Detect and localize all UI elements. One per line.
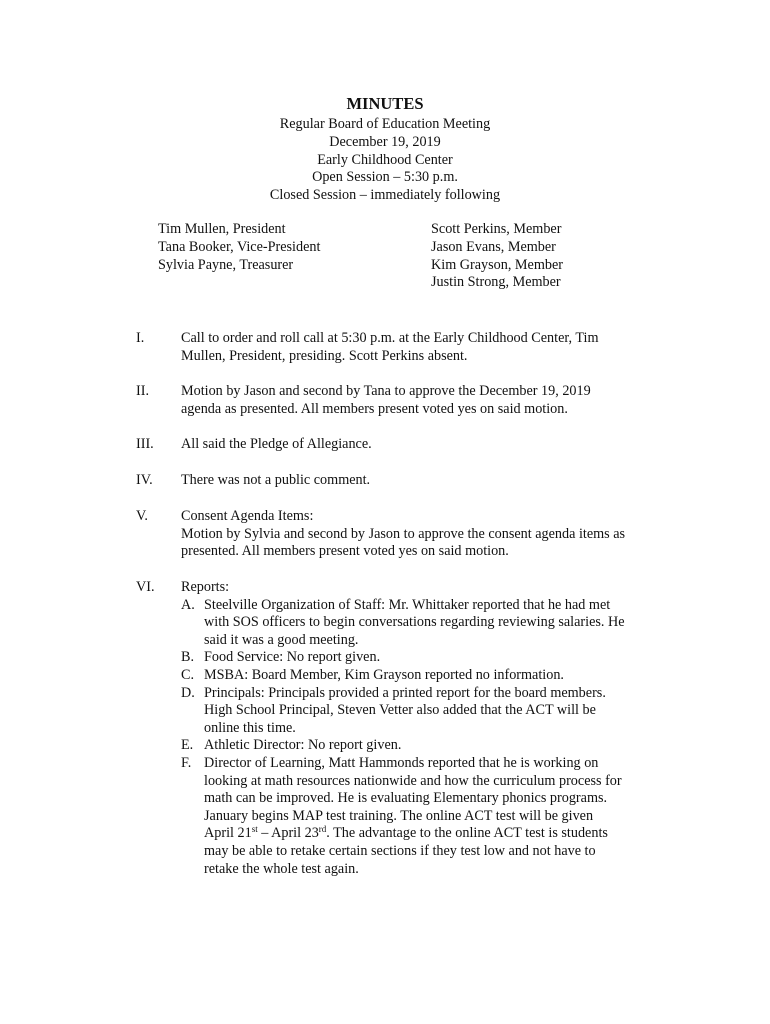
item-line: High School Principal, Steven Vetter also added that the ACT will be bbox=[204, 702, 596, 719]
item-line: Motion by Sylvia and second by Jason to approve the consent agenda items as bbox=[181, 525, 626, 542]
meeting-date: December 19, 2019 bbox=[329, 133, 441, 150]
item-line: online this time. bbox=[204, 719, 296, 736]
member-treasurer: Sylvia Payne, Treasurer bbox=[158, 256, 294, 273]
member-president: Tim Mullen, President bbox=[158, 221, 286, 237]
item-line: retake the whole test again. bbox=[204, 860, 359, 877]
item-line: Motion by Jason and second by Tana to approve the December 19, 2019 bbox=[181, 383, 591, 399]
item-number: I. bbox=[136, 330, 145, 346]
item-line: Principals: Principals provided a printed report for the board members. bbox=[204, 684, 606, 701]
item-line: may be able to retake certain sections if they test low and not have to bbox=[204, 842, 596, 859]
officers-list bbox=[158, 221, 320, 274]
member-entry: Justin Strong, Member bbox=[431, 274, 561, 291]
item-line: Steelville Organization of Staff: Mr. Whittaker reported that he had met bbox=[204, 596, 611, 613]
act-date-line bbox=[204, 825, 661, 843]
item-line: January begins MAP test training. The online ACT test will be given bbox=[204, 807, 594, 824]
item-line: There was not a public comment. bbox=[181, 472, 371, 488]
report-subitem-c bbox=[181, 667, 661, 685]
subitem-letter: C. bbox=[181, 666, 195, 683]
reports-heading: Reports: bbox=[181, 579, 230, 595]
subitem-letter: A. bbox=[181, 596, 195, 613]
meeting-type: Regular Board of Education Meeting bbox=[279, 116, 491, 132]
member-entry: Jason Evans, Member bbox=[431, 238, 556, 255]
item-line: Athletic Director: No report given. bbox=[204, 737, 402, 754]
item-line: math can be improved. He is evaluating Elementary phonics programs. bbox=[204, 790, 608, 807]
item-line: agenda as presented. All members present voted yes on said motion. bbox=[181, 400, 568, 417]
minutes-header bbox=[0, 93, 770, 205]
item-number: VI. bbox=[136, 579, 155, 595]
report-subitem-e bbox=[181, 737, 661, 755]
item-line: said it was a good meeting. bbox=[204, 631, 359, 648]
item-line: with SOS officers to begin conversations regarding reviewing salaries. He bbox=[204, 614, 625, 631]
members-list bbox=[431, 221, 563, 292]
closed-session-time: Closed Session – immediately following bbox=[269, 187, 501, 204]
member-entry: Kim Grayson, Member bbox=[431, 256, 563, 273]
open-session-time: Open Session – 5:30 p.m. bbox=[312, 169, 458, 186]
report-subitem-a bbox=[181, 597, 661, 650]
date-text: April 21 bbox=[204, 825, 252, 842]
member-vice-president: Tana Booker, Vice-President bbox=[158, 238, 321, 255]
subitem-letter: B. bbox=[181, 649, 195, 666]
meeting-location: Early Childhood Center bbox=[317, 151, 453, 168]
subitem-letter: D. bbox=[181, 684, 195, 701]
item-line: looking at math resources nationwide and how the curriculum process for bbox=[204, 772, 622, 789]
item-text bbox=[181, 508, 661, 561]
member-entry: Scott Perkins, Member bbox=[431, 221, 562, 237]
report-subitem-f bbox=[181, 755, 661, 878]
item-text bbox=[181, 330, 661, 365]
item-number: II. bbox=[136, 383, 149, 399]
ordinal-suffix: rd bbox=[318, 824, 327, 835]
item-number: III. bbox=[136, 436, 154, 452]
item-text bbox=[181, 383, 661, 418]
item-line: Director of Learning, Matt Hammonds reported that he is working on bbox=[204, 754, 599, 771]
item-line: Food Service: No report given. bbox=[204, 649, 381, 666]
item-line: Mullen, President, presiding. Scott Perkins absent. bbox=[181, 347, 468, 364]
report-subitem-d bbox=[181, 685, 661, 738]
ordinal-suffix: st bbox=[251, 824, 258, 835]
item-line: Consent Agenda Items: bbox=[181, 508, 314, 524]
item-number: IV. bbox=[136, 472, 153, 488]
date-text: . The advantage to the online ACT test is students bbox=[326, 825, 608, 842]
document-title: MINUTES bbox=[346, 94, 424, 113]
item-text bbox=[181, 436, 661, 454]
subitem-letter: F. bbox=[181, 754, 192, 771]
item-number: V. bbox=[136, 508, 148, 524]
date-text: – April 23 bbox=[257, 825, 319, 842]
report-subitem-b bbox=[181, 649, 661, 667]
item-text bbox=[181, 472, 661, 490]
item-line: presented. All members present voted yes on said motion. bbox=[181, 543, 509, 560]
item-line: MSBA: Board Member, Kim Grayson reported no information. bbox=[204, 666, 564, 683]
item-line: All said the Pledge of Allegiance. bbox=[181, 436, 372, 452]
item-line: Call to order and roll call at 5:30 p.m. at the Early Childhood Center, Tim bbox=[181, 330, 599, 346]
subitem-letter: E. bbox=[181, 737, 194, 754]
item-text bbox=[181, 579, 661, 878]
